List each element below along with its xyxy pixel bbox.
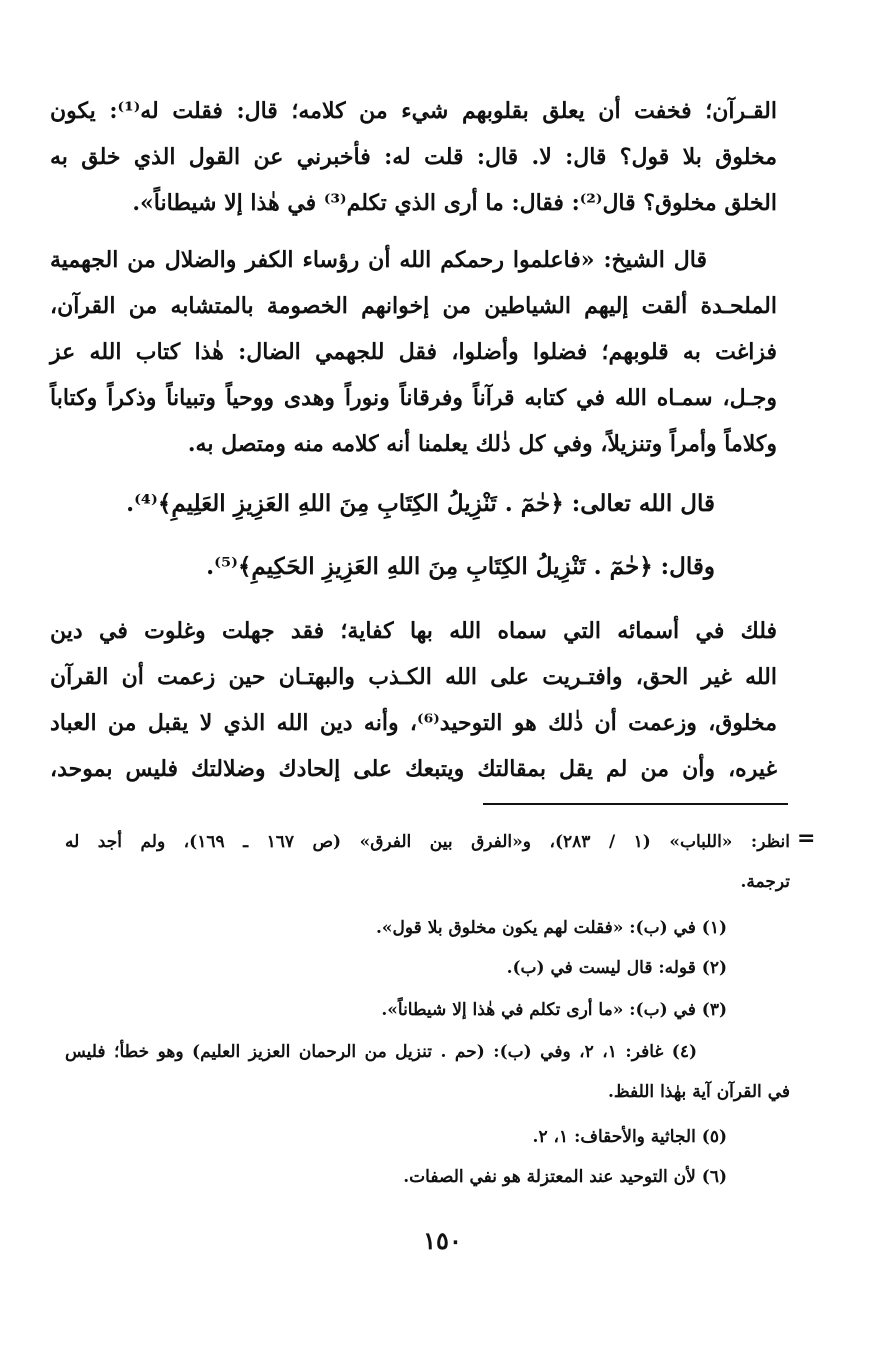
paragraph-2-line-4: وجـل، سمـاه الله في كتابه قرآناً وفرقاناً ونوراً وهدى ووحياً وتبياناً وذكراً وكتاباً	[50, 385, 777, 411]
footnote-1: (١) في (ب): «فقلت لهم يكون مخلوق بلا قول».	[376, 918, 727, 938]
paragraph-2-line-2: الملحـدة ألقت إليهم الشياطين من إخوانهم الخصومة بالمتشابه من القرآن،	[50, 293, 777, 319]
footnote-3: (٣) في (ب): «ما أرى تكلم في هٰذا إلا شيطاناً».	[381, 1000, 727, 1020]
footnote-continuation-mark: =	[797, 826, 816, 851]
footnote-4-line-1: (٤) غافر: ١، ٢، وفي (ب): (حم . تنزيل من الرحمان العزيز العليم) وهو خطأ؛ فليس	[65, 1042, 697, 1062]
paragraph-3	[50, 608, 777, 792]
paragraph-3-line-2: الله غير الحق، وافتـريت على الله الكـذب والبهتـان حين زعمت أن القرآن	[50, 664, 777, 690]
paragraph-1-line-2: مخلوق بلا قول؟ قال: لا. قال: قلت له: فأخبرني عن القول الذي خلق به	[50, 144, 777, 170]
footnote-4-line-2: في القرآن آية بهٰذا اللفظ.	[607, 1082, 790, 1102]
footnote-4	[65, 1032, 790, 1112]
paragraph-3-line-3: مخلوق، وزعمت أن ذٰلك هو التوحيد⁽⁶⁾، وأنه دين الله الذي لا يقبل من العباد	[50, 710, 778, 736]
paragraph-2	[50, 237, 777, 467]
paragraph-1	[50, 88, 777, 226]
paragraph-3-line-1: فلك في أسمائه التي سماه الله بها كفاية؛ فقد جهلت وغلوت في دين	[50, 618, 777, 644]
quran-verse-1: قال الله تعالى: ﴿حٰمٓ . تَنْزِيلُ الكِتَابِ مِنَ اللهِ العَزِيزِ العَلِيمِ﴾⁽⁴⁾.	[126, 490, 715, 517]
paragraph-2-line-1: قال الشيخ: «فاعلموا رحمكم الله أن رؤساء الكفر والضلال من الجهمية	[50, 247, 707, 273]
paragraph-3-line-4: غيره، وأن من لم يقل بمقالتك ويتبعك على إلحادك وضلالتك فليس بموحد،	[50, 756, 777, 782]
paragraph-1-line-3: الخلق مخلوق؟ قال⁽²⁾: فقال: ما أرى الذي تكلم⁽³⁾ في هٰذا إلا شيطاناً».	[132, 190, 777, 216]
footnote-continuation	[65, 822, 790, 902]
footnote-continuation-line-2: ترجمة.	[740, 872, 790, 892]
paragraph-1-line-1: القـرآن؛ فخفت أن يعلق بقلوبهم شيء من كلامه؛ قال: فقلت له⁽¹⁾: يكون	[50, 98, 777, 124]
footnote-continuation-line-1: انظر: «اللباب» (١ / ٢٨٣)، و«الفرق بين الفرق» (ص ١٦٧ ـ ١٦٩)، ولم أجد له	[65, 832, 790, 852]
paragraph-2-line-5: وكلاماً وأمراً وتنزيلاً، وفي كل ذٰلك يعلمنا أنه كلامه منه ومتصل به.	[187, 431, 777, 457]
quran-verse-2: وقال: ﴿حٰمٓ . تَنْزِيلُ الكِتَابِ مِنَ اللهِ العَزِيزِ الحَكِيمِ﴾⁽⁵⁾.	[206, 553, 715, 580]
footnote-5: (٥) الجاثية والأحقاف: ١، ٢.	[532, 1127, 727, 1147]
footnote-separator	[483, 803, 788, 805]
footnote-6: (٦) لأن التوحيد عند المعتزلة هو نفي الصفات.	[403, 1167, 727, 1187]
page-number: ١٥٠	[423, 1226, 462, 1255]
paragraph-2-line-3: فزاغت به قلوبهم؛ فضلوا وأضلوا، فقل للجهمي الضال: هٰذا كتاب الله عز	[50, 339, 777, 365]
footnote-2: (٢) قوله: قال ليست في (ب).	[506, 958, 727, 978]
